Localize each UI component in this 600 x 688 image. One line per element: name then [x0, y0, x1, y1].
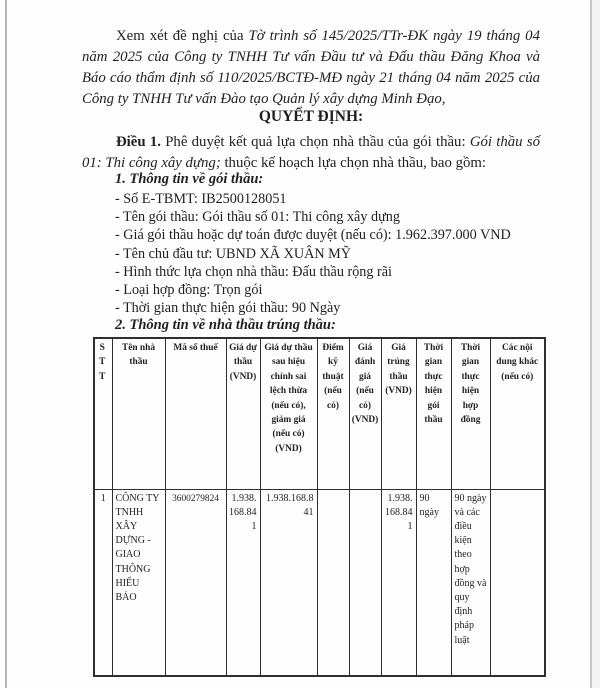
cell-technical-score [317, 489, 349, 676]
package-info-list [115, 190, 545, 317]
list-item: - Tên gói thầu: Gói thầu số 01: Thi công xây dựng [115, 209, 400, 226]
cell-contractor-name: CÔNG TY TNHH XÂY DỰNG - GIAO THÔNG HIẾU BẢO [112, 489, 165, 676]
list-item: - Thời gian thực hiện gói thầu: 90 Ngày [115, 300, 341, 317]
col-header-package-duration: Thời gian thực hiện gói thầu [416, 338, 451, 489]
col-header-contract-duration: Thời gian thực hiện hợp đồng [451, 338, 490, 489]
article1-package-name: Gói thầu số 01: Thi công xây dựng; [82, 134, 540, 171]
table-row [94, 489, 545, 676]
cell-contract-duration: 90 ngày và các điều kiện theo hợp đồng và quy định pháp luật [451, 489, 490, 676]
intro-prefix-text: Xem xét đề nghị của [116, 28, 249, 44]
col-header-other-contents: Các nội dung khác (nếu có) [490, 338, 545, 489]
article1-text: Phê duyệt kết quả lựa chọn nhà thầu của gói thầu: [160, 134, 470, 150]
page-edge-left [5, 0, 7, 688]
table-header-row [94, 338, 545, 489]
cell-tax-code: 3600279824 [165, 489, 226, 676]
col-header-corrected-bid-price: Giá dự thầu sau hiệu chỉnh sai lệch thừa (nếu có), giảm giá (nếu có) (VND) [260, 338, 317, 489]
list-item: - Số E-TBMT: IB2500128051 [115, 191, 287, 207]
scan-edge-shade [592, 0, 600, 688]
intro-paragraph [82, 26, 540, 110]
cell-bid-price: 1.938.168.841 [226, 489, 260, 676]
section1-heading: 1. Thông tin về gói thầu: [115, 171, 264, 187]
winning-bidder-table [93, 337, 546, 677]
cell-winning-price: 1.938.168.841 [381, 489, 416, 676]
decision-heading: QUYẾT ĐỊNH: [258, 108, 364, 125]
cell-evaluated-price [349, 489, 381, 676]
col-header-bid-price: Giá dự thầu (VND) [226, 338, 260, 489]
article1-label: Điều 1. [116, 134, 161, 150]
col-header-winning-price: Giá trúng thầu (VND) [381, 338, 416, 489]
col-header-stt: STT [94, 338, 112, 489]
intro-cited-documents: Tờ trình số 145/2025/TTr-ĐK ngày 19 tháng 04 năm 2025 của Công ty TNHH Tư vấn Đầu tư và Đấu thầu Đăng Khoa và Báo cáo thẩm định số 110/2025/BCTĐ-MĐ ngày 21 tháng 04 năm 2025 của Công ty TNHH Tư vấn Đào tạo Quản lý xây dựng Minh Đạo, [82, 28, 540, 107]
article1-tail: thuộc kế hoạch lựa chọn nhà thầu, bao gồm: [220, 154, 486, 171]
col-header-evaluated-price: Giá đánh giá (nếu có) (VND) [349, 338, 381, 489]
col-header-technical-score: Điểm kỹ thuật (nếu có) [317, 338, 349, 489]
list-item: - Giá gói thầu hoặc dự toán được duyệt (nếu có): 1.962.397.000 VND [115, 227, 511, 244]
page-edge-right [590, 0, 592, 688]
cell-stt: 1 [94, 489, 112, 676]
list-item: - Hình thức lựa chọn nhà thầu: Đấu thầu rộng rãi [115, 263, 392, 280]
col-header-tax-code: Mã số thuế [165, 338, 226, 489]
cell-package-duration: 90 ngày [416, 489, 451, 676]
col-header-contractor-name: Tên nhà thầu [112, 338, 165, 489]
cell-corrected-bid-price: 1.938.168.841 [260, 489, 317, 676]
list-item: - Tên chủ đầu tư: UBND XÃ XUÂN MỸ [115, 245, 351, 262]
article1-paragraph [82, 132, 540, 173]
section2-heading: 2. Thông tin về nhà thầu trúng thầu: [115, 317, 336, 333]
list-item: - Loại hợp đồng: Trọn gói [115, 282, 263, 299]
cell-other-contents [490, 489, 545, 676]
